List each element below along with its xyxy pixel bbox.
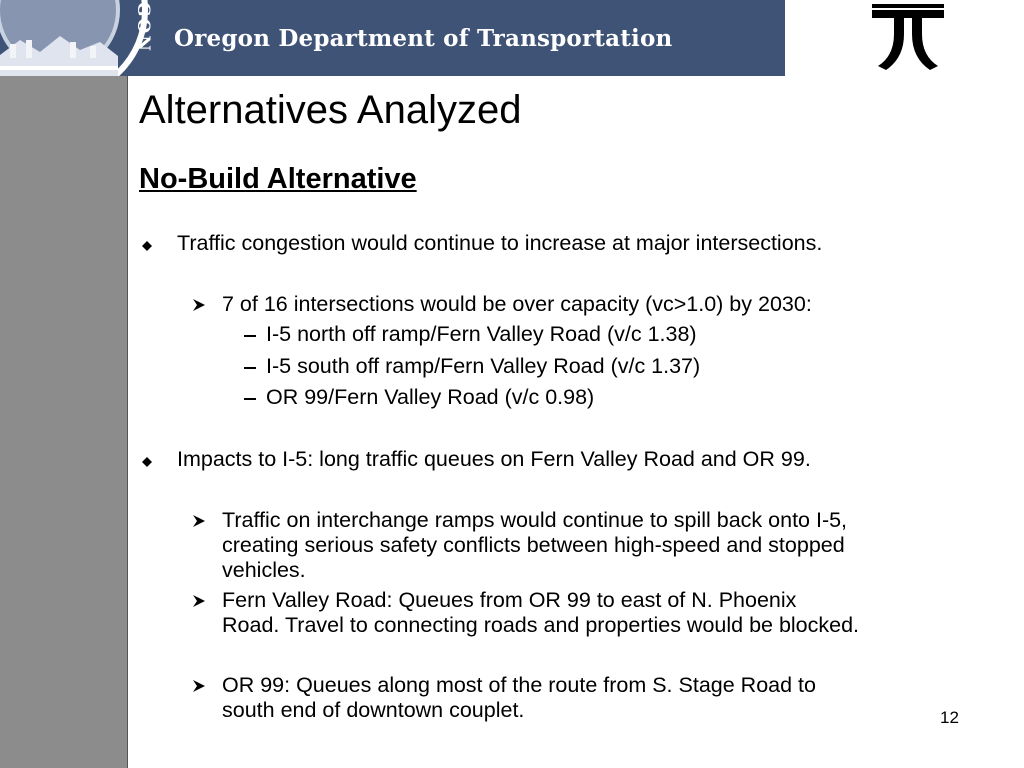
subbullet-line: vehicles.: [222, 558, 306, 582]
dash-bullet-icon: [244, 367, 256, 369]
bullet-text: Impacts to I-5: long traffic queues on Fern Valley Road and OR 99.: [177, 447, 811, 471]
slide-subtitle: No-Build Alternative: [139, 163, 417, 195]
diamond-bullet-icon: [142, 238, 152, 256]
intersection-item: OR 99/Fern Valley Road (v/c 0.98): [266, 385, 595, 409]
arrow-bullet-icon: [192, 594, 206, 613]
arrow-bullet-icon: [192, 514, 206, 533]
header-bar: [0, 0, 785, 76]
page-number: 12: [940, 708, 959, 727]
subbullet-line: OR 99: Queues along most of the route from S. Stage Road to: [222, 673, 816, 697]
arrow-bullet-icon: [192, 298, 206, 317]
slide-title: Alternatives Analyzed: [139, 88, 522, 132]
odot-logo-icon: [868, 4, 948, 72]
bullet-text: Traffic congestion would continue to increase at major intersections.: [177, 231, 823, 255]
subbullet-line: creating serious safety conflicts between high-speed and stopped: [222, 533, 845, 557]
subbullet-line: Traffic on interchange ramps would continue to spill back onto I-5,: [222, 508, 848, 532]
arrow-bullet-icon: [192, 679, 206, 698]
left-sidebar: [0, 76, 128, 768]
intersection-item: I-5 north off ramp/Fern Valley Road (v/c 1.38): [266, 322, 697, 346]
dash-bullet-icon: [244, 398, 256, 400]
dash-bullet-icon: [244, 335, 256, 337]
intersection-item: I-5 south off ramp/Fern Valley Road (v/c 1.37): [266, 354, 701, 378]
subbullet-line: south end of downtown couplet.: [222, 698, 525, 722]
oregon-seal: [0, 0, 160, 76]
subbullet-text: 7 of 16 intersections would be over capacity (vc>1.0) by 2030:: [222, 292, 812, 316]
organization-name: Oregon Department of Transportation: [174, 25, 673, 52]
subbullet-line: Fern Valley Road: Queues from OR 99 to east of N. Phoenix: [222, 588, 797, 612]
seal-text: GON: [133, 2, 153, 53]
diamond-bullet-icon: [142, 454, 152, 472]
subbullet-line: Road. Travel to connecting roads and properties would be blocked.: [222, 613, 860, 637]
